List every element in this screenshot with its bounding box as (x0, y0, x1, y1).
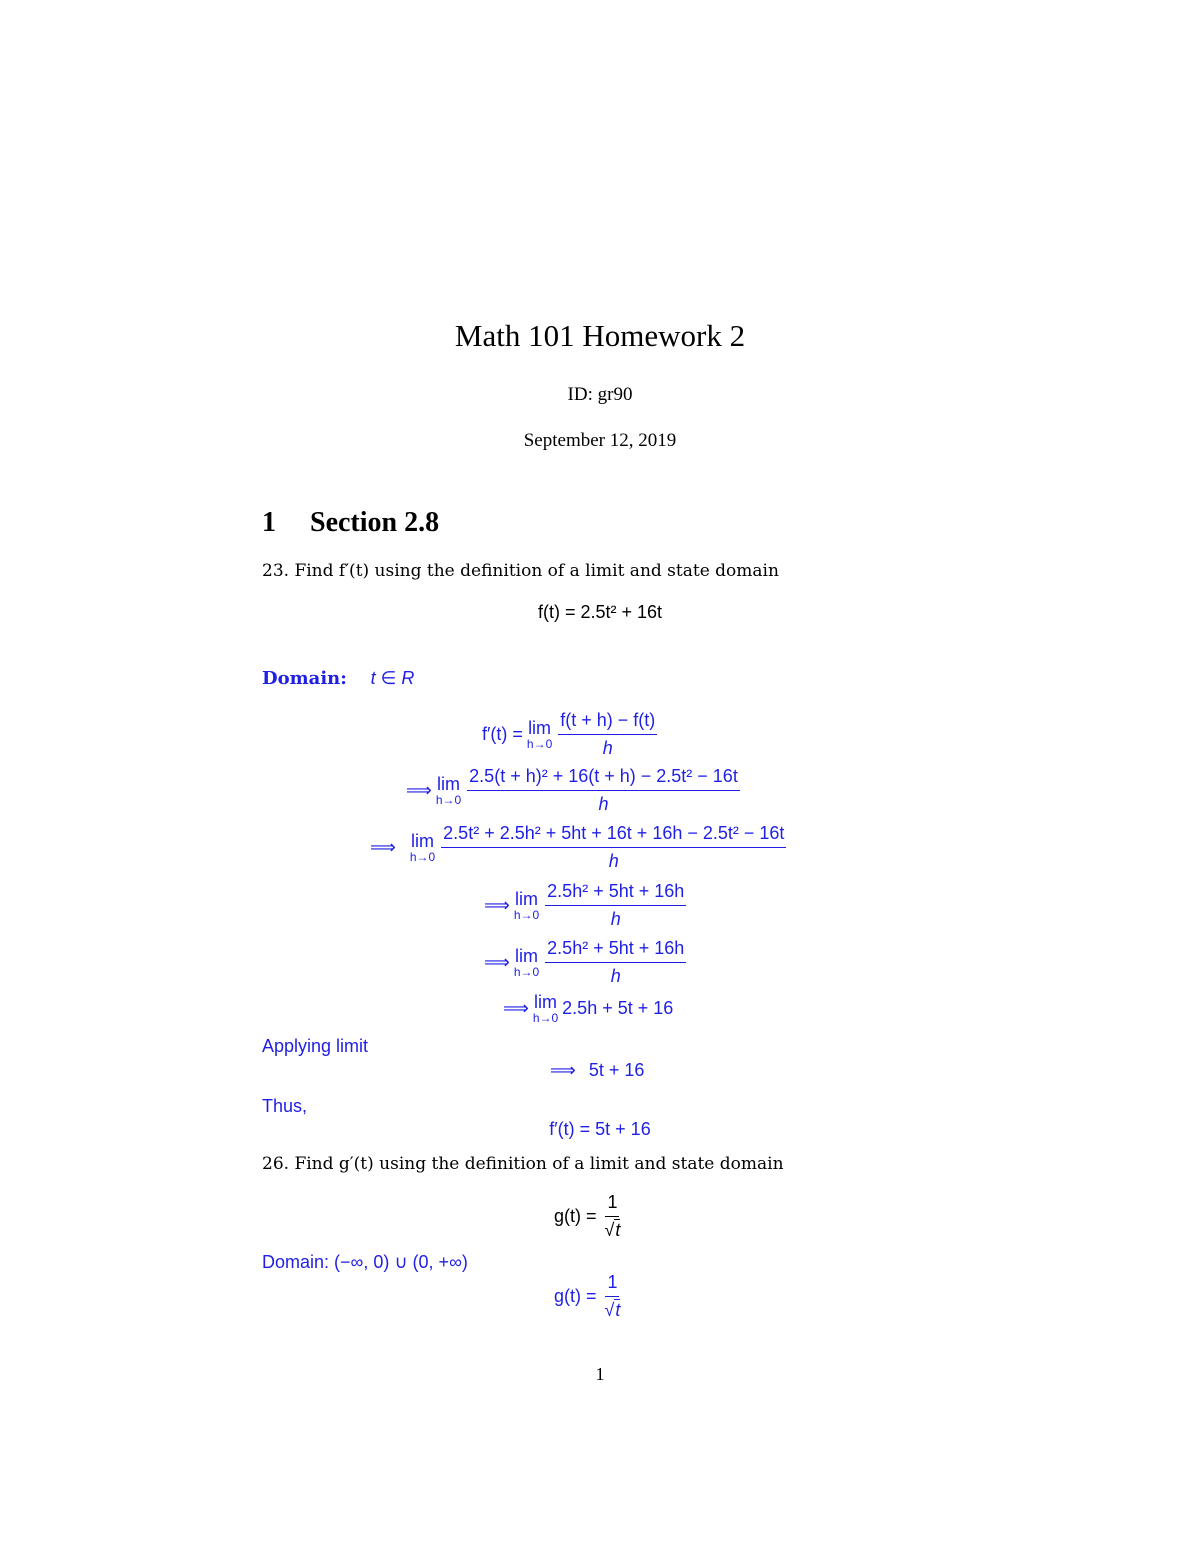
domain-label: Domain: (262, 668, 347, 689)
derivation-step-2 (406, 766, 740, 815)
problem-26-function (554, 1192, 620, 1241)
problem-26-prompt: 26. Find g′(t) using the definition of a limit and state domain (262, 1154, 784, 1174)
final-derivative: f′(t) = 5t + 16 (549, 1119, 651, 1139)
section-heading (262, 507, 439, 539)
derivation-step-4 (484, 881, 686, 930)
step6-expression: 2.5h + 5t + 16 (562, 998, 674, 1018)
problem-26-restated (554, 1272, 620, 1321)
domain-value: t ∈ R (370, 668, 415, 688)
limit-operator: lim h→0 (532, 992, 559, 1025)
implies-arrow: ⟹ (484, 895, 510, 915)
problem-26-domain: Domain: (−∞, 0) ∪ (0, +∞) (262, 1252, 468, 1272)
author-id: ID: gr90 (567, 384, 633, 405)
implies-arrow: ⟹ (484, 952, 510, 972)
problem-23-prompt: 23. Find f′(t) using the definition of a limit and state domain (262, 561, 779, 581)
implies-arrow: ⟹ (406, 780, 432, 800)
step4-fraction: $\frac{\text{2.5h² + 5ht + 16h}}{h}$ (547, 881, 685, 929)
applying-limit-result: ⟹ 5t + 16 (550, 1060, 645, 1080)
derivation-step-6 (503, 993, 673, 1024)
function-f: f(t) = 2.5t² + 16t (537, 602, 663, 622)
difference-quotient: $\frac{f(t + h) - f(t)}{h}$ (560, 710, 656, 758)
page-number: 1 (595, 1364, 605, 1384)
applying-limit-label: Applying limit (262, 1036, 369, 1056)
section-title: Section 2.8 (310, 507, 440, 538)
domain-line (262, 668, 414, 689)
implies-arrow: ⟹ (370, 837, 396, 857)
page-title: Math 101 Homework 2 (454, 318, 746, 353)
g-lhs: g(t) = (554, 1206, 597, 1226)
limit-operator: lim h→0 (513, 889, 540, 922)
derivation-step-5 (484, 938, 686, 987)
step2-fraction: $\frac{\text{2.5(t + h)² + 16(t + h) − 2.5t² − 16t}}{h}$ (469, 766, 738, 814)
thus-label: Thus, (262, 1096, 308, 1116)
implies-arrow: ⟹ (503, 998, 529, 1018)
derivation-step-1 (482, 710, 657, 759)
step1-lhs: f′(t) = (482, 724, 523, 744)
g-fraction: $\frac{1}{√t}$ (604, 1272, 621, 1320)
g-fraction: $\frac{1}{√t}$ (604, 1192, 621, 1240)
limit-operator: lim h→0 (409, 831, 436, 864)
limit-operator: lim h→0 (435, 774, 462, 807)
g-lhs: g(t) = (554, 1286, 597, 1306)
date: September 12, 2019 (523, 430, 677, 451)
limit-operator: lim h→0 (526, 718, 553, 751)
step5-fraction: $\frac{\text{2.5h² + 5ht + 16h}}{h}$ (547, 938, 685, 986)
step3-fraction: $\frac{\text{2.5t² + 2.5h² + 5ht + 16t + 16h − 2.5t² − 16t}}{h}$ (443, 823, 785, 871)
limit-operator: lim h→0 (513, 946, 540, 979)
section-number: 1 (262, 507, 276, 538)
problem-23-function (0, 602, 1200, 623)
derivation-step-3 (370, 823, 786, 872)
